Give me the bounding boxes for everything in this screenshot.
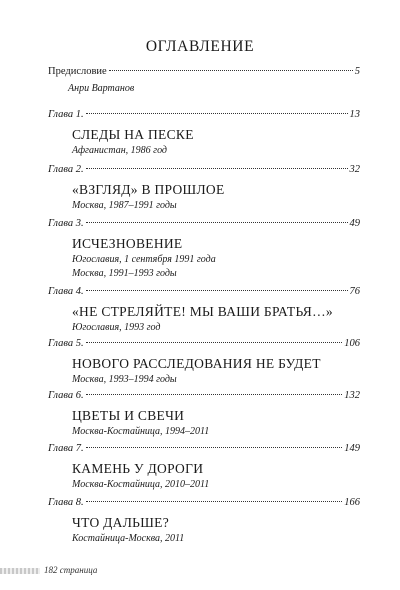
footer-stripe [0, 568, 40, 574]
toc-heading: ОГЛАВЛЕНИЕ [145, 38, 255, 55]
chapter-line [48, 390, 360, 404]
chapter-page-number: 49 [349, 218, 360, 229]
chapter-label: Глава 2. [48, 164, 84, 175]
toc-entry-chapter-3 [48, 218, 360, 281]
chapter-subtitle: Афганистан, 1986 год [72, 145, 167, 156]
chapter-label: Глава 3. [48, 218, 84, 229]
toc-entry-chapter-4 [48, 286, 360, 335]
chapter-page-number: 76 [349, 286, 360, 297]
chapter-page-number: 166 [344, 497, 360, 508]
chapter-line [48, 443, 360, 457]
chapter-line [48, 497, 360, 511]
toc-entry-chapter-6 [48, 390, 360, 439]
chapter-title: «НЕ СТРЕЛЯЙТЕ! МЫ ВАШИ БРАТЬЯ…» [72, 304, 333, 319]
dot-leader [86, 394, 343, 395]
chapter-title: «ВЗГЛЯД» В ПРОШЛОЕ [72, 182, 225, 197]
preface-author: Анри Вартанов [68, 83, 135, 94]
dot-leader [86, 501, 343, 502]
chapter-line [48, 218, 360, 232]
chapter-subtitle: Москва, 1993–1994 годы [72, 374, 177, 385]
chapter-title: СЛЕДЫ НА ПЕСКЕ [72, 127, 194, 142]
dot-leader [86, 222, 348, 223]
chapter-title: ИСЧЕЗНОВЕНИЕ [72, 236, 183, 251]
chapter-title: ЧТО ДАЛЬШЕ? [72, 515, 169, 530]
dot-leader [86, 168, 348, 169]
chapter-page-number: 132 [344, 390, 360, 401]
dot-leader [109, 70, 353, 71]
chapter-subtitle: Москва-Костайница, 1994–2011 [72, 426, 210, 437]
chapter-subtitle: Югославия, 1 сентября 1991 года [72, 254, 216, 265]
toc-entry-chapter-5 [48, 338, 360, 387]
footer-page-caption: 182 страница [44, 565, 98, 575]
dot-leader [86, 342, 343, 343]
chapter-label: Глава 4. [48, 286, 84, 297]
preface-page-number: 5 [354, 66, 360, 77]
chapter-title: КАМЕНЬ У ДОРОГИ [72, 461, 204, 476]
chapter-label: Глава 8. [48, 497, 84, 508]
preface-label: Предисловие [48, 66, 107, 77]
toc-entry-chapter-1 [48, 109, 360, 158]
chapter-page-number: 149 [344, 443, 360, 454]
dot-leader [86, 113, 348, 114]
chapter-subtitle: Москва-Костайница, 2010–2011 [72, 479, 210, 490]
dot-leader [86, 290, 348, 291]
preface-line [48, 66, 360, 80]
chapter-page-number: 106 [344, 338, 360, 349]
chapter-page-number: 32 [349, 164, 360, 175]
chapter-label: Глава 1. [48, 109, 84, 120]
toc-entry-chapter-8 [48, 497, 360, 546]
chapter-subtitle: Москва, 1991–1993 годы [72, 268, 177, 279]
chapter-line [48, 286, 360, 300]
chapter-label: Глава 7. [48, 443, 84, 454]
chapter-subtitle: Москва, 1987–1991 годы [72, 200, 177, 211]
chapter-line [48, 164, 360, 178]
toc-entry-chapter-7 [48, 443, 360, 492]
chapter-title: НОВОГО РАССЛЕДОВАНИЯ НЕ БУДЕТ [72, 356, 321, 371]
chapter-line [48, 338, 360, 352]
chapter-title: ЦВЕТЫ И СВЕЧИ [72, 408, 185, 423]
chapter-page-number: 13 [349, 109, 360, 120]
chapter-line [48, 109, 360, 123]
toc-entry-chapter-2 [48, 164, 360, 213]
chapter-label: Глава 6. [48, 390, 84, 401]
dot-leader [86, 447, 343, 448]
chapter-label: Глава 5. [48, 338, 84, 349]
chapter-subtitle: Костайница-Москва, 2011 [72, 533, 185, 544]
toc-preface [48, 66, 360, 96]
chapter-subtitle: Югославия, 1993 год [72, 322, 161, 333]
